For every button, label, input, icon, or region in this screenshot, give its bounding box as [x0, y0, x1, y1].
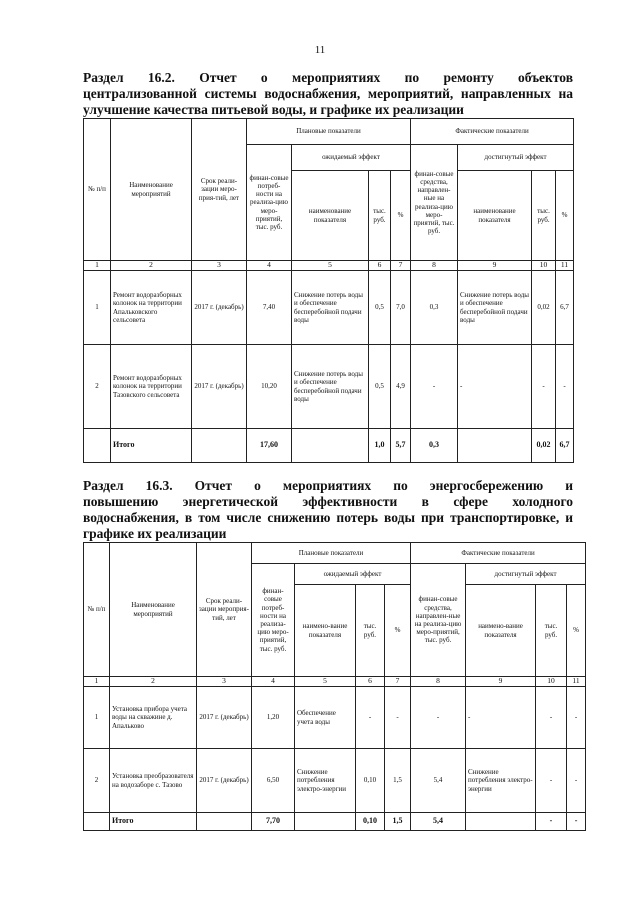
section-16-3-title — [83, 478, 573, 542]
col-number: 4 — [252, 677, 295, 687]
cell-no: 1 — [84, 687, 110, 749]
header-indicator-name-2: наименование показателя — [458, 171, 532, 261]
table-row — [84, 749, 586, 813]
cell-indicator-2: Снижение потребления электро-энергии — [466, 749, 536, 813]
cell-indicator — [295, 813, 356, 831]
cell-tys-rub-2: - — [536, 687, 567, 749]
cell-fin-plan: 7,40 — [247, 271, 292, 345]
total-label: Итого — [110, 813, 197, 831]
col-number: 7 — [391, 261, 411, 271]
header-fin-plan: финан-совые потреб-ности на реализа-цию меро-приятий, тыс. руб. — [247, 145, 292, 261]
table-row — [84, 271, 574, 345]
header-percent-2: % — [556, 171, 574, 261]
total-fin-actual: 5,4 — [411, 813, 466, 831]
col-number: 1 — [84, 677, 110, 687]
cell-indicator-2 — [458, 429, 532, 463]
cell-term: 2017 г. (декабрь) — [197, 687, 252, 749]
title-line: Раздел 16.2. Отчет о мероприятиях по ремонту объектов — [83, 70, 573, 85]
total-row — [84, 813, 586, 831]
header-planned: Плановые показатели — [252, 543, 411, 564]
cell-name: Ремонт водоразборных колонок на территории Апальковского сельсовета — [111, 271, 192, 345]
col-number: 9 — [458, 261, 532, 271]
cell-fin-plan: 1,20 — [252, 687, 295, 749]
section-16-2-title — [83, 70, 573, 118]
cell-indicator-2: - — [466, 687, 536, 749]
cell-tys-rub-2: - — [536, 749, 567, 813]
cell-fin-plan: 6,50 — [252, 749, 295, 813]
col-number: 10 — [532, 261, 556, 271]
cell-name: Ремонт водоразборных колонок на территории Тазовского сельсовета — [111, 345, 192, 429]
cell-no: 2 — [84, 345, 111, 429]
cell-percent: 4,9 — [391, 345, 411, 429]
report-table-16-3 — [83, 542, 586, 831]
col-number: 3 — [192, 261, 247, 271]
cell-tys-rub-2: - — [532, 345, 556, 429]
total-label: Итого — [111, 429, 192, 463]
total-tys-rub: 0,10 — [356, 813, 385, 831]
cell-indicator-2 — [466, 813, 536, 831]
header-term: Срок реали-зации мероприя-тий, лет — [197, 543, 252, 677]
title-line: графике их реализации — [83, 526, 227, 541]
header-name: Наименование мероприятий — [111, 119, 192, 261]
total-tys-rub-2: - — [536, 813, 567, 831]
header-percent: % — [385, 585, 411, 677]
col-number: 8 — [411, 677, 466, 687]
col-number: 3 — [197, 677, 252, 687]
header-expected: ожидаемый эффект — [292, 145, 411, 171]
header-percent-2: % — [567, 585, 586, 677]
header-actual: Фактические показатели — [411, 543, 586, 564]
header-actual: Фактические показатели — [411, 119, 574, 145]
cell-percent-2: - — [556, 345, 574, 429]
cell-indicator: Снижение потерь воды и обеспечение бесперебойной подачи воды — [292, 271, 369, 345]
total-row — [84, 429, 574, 463]
title-line: Раздел 16.3. Отчет о мероприятиях по энергосбережению и — [83, 478, 573, 493]
col-number: 9 — [466, 677, 536, 687]
cell-term — [197, 813, 252, 831]
title-line: водоснабжения, в том числе снижению потерь воды при транспортировке, и — [83, 510, 573, 525]
header-tys-rub: тыс. руб. — [369, 171, 391, 261]
header-indicator-name-2: наимено-вание показателя — [466, 585, 536, 677]
cell-term: 2017 г. (декабрь) — [197, 749, 252, 813]
total-percent-2: - — [567, 813, 586, 831]
col-number: 1 — [84, 261, 111, 271]
cell-indicator: Обеспечение учета воды — [295, 687, 356, 749]
cell-fin-actual: - — [411, 345, 458, 429]
col-number: 11 — [556, 261, 574, 271]
col-number: 2 — [110, 677, 197, 687]
cell-term: 2017 г. (декабрь) — [192, 345, 247, 429]
cell-term: 2017 г. (декабрь) — [192, 271, 247, 345]
total-fin-actual: 0,3 — [411, 429, 458, 463]
cell-name: Установка преобразователя на водозаборе с. Тазово — [110, 749, 197, 813]
header-no: № п/п — [84, 543, 110, 677]
page-number: 11 — [314, 44, 326, 56]
title-line: повышению энергетической эффективности в сфере холодного — [83, 494, 573, 509]
total-percent: 5,7 — [391, 429, 411, 463]
col-number: 2 — [111, 261, 192, 271]
col-number: 10 — [536, 677, 567, 687]
col-number: 5 — [292, 261, 369, 271]
total-fin-plan: 17,60 — [247, 429, 292, 463]
cell-term — [192, 429, 247, 463]
title-line: улучшение качества питьевой воды, и графике их реализации — [83, 102, 464, 117]
total-percent-2: 6,7 — [556, 429, 574, 463]
col-number: 6 — [369, 261, 391, 271]
cell-fin-actual: - — [411, 687, 466, 749]
table-row — [84, 687, 586, 749]
cell-indicator — [292, 429, 369, 463]
header-no: № п/п — [84, 119, 111, 261]
col-number: 5 — [295, 677, 356, 687]
header-planned: Плановые показатели — [247, 119, 411, 145]
cell-fin-actual: 5,4 — [411, 749, 466, 813]
header-achieved: достигнутый эффект — [466, 564, 586, 585]
cell-percent: - — [385, 687, 411, 749]
header-tys-rub: тыс. руб. — [356, 585, 385, 677]
header-fin-actual: финан-совые средства, направлен-ные на реализа-цию меро-приятий, тыс. руб. — [411, 564, 466, 677]
total-percent: 1,5 — [385, 813, 411, 831]
header-expected: ожидаемый эффект — [295, 564, 411, 585]
header-fin-plan: финан-совые потреб-ности на реализа-цию меро-приятий, тыс. руб. — [252, 564, 295, 677]
cell-tys-rub: 0,5 — [369, 345, 391, 429]
cell-tys-rub: 0,5 — [369, 271, 391, 345]
col-number: 8 — [411, 261, 458, 271]
header-indicator-name: наименование показателя — [292, 171, 369, 261]
col-number: 6 — [356, 677, 385, 687]
cell-fin-plan: 10,20 — [247, 345, 292, 429]
col-number: 11 — [567, 677, 586, 687]
header-indicator-name: наимено-вание показателя — [295, 585, 356, 677]
cell-tys-rub: - — [356, 687, 385, 749]
cell-percent: 1,5 — [385, 749, 411, 813]
cell-tys-rub-2: 0,02 — [532, 271, 556, 345]
cell-indicator: Снижение потерь воды и обеспечение бесперебойной подачи воды — [292, 345, 369, 429]
header-name: Наименование мероприятий — [110, 543, 197, 677]
cell-fin-actual: 0,3 — [411, 271, 458, 345]
header-term: Срок реали-зации меро-прия-тий, лет — [192, 119, 247, 261]
header-percent: % — [391, 171, 411, 261]
header-achieved: достигнутый эффект — [458, 145, 574, 171]
header-tys-rub-2: тыс. руб. — [532, 171, 556, 261]
cell-indicator: Снижение потребления электро-энергии — [295, 749, 356, 813]
cell-no: 2 — [84, 749, 110, 813]
cell-name: Установка прибора учета воды на скважине д. Апальково — [110, 687, 197, 749]
total-tys-rub: 1,0 — [369, 429, 391, 463]
cell-no: 1 — [84, 271, 111, 345]
cell-no — [84, 813, 110, 831]
cell-no — [84, 429, 111, 463]
cell-percent-2: - — [567, 687, 586, 749]
cell-tys-rub: 0,10 — [356, 749, 385, 813]
total-fin-plan: 7,70 — [252, 813, 295, 831]
title-line: централизованной системы водоснабжения, мероприятий, направленных на — [83, 86, 573, 101]
header-tys-rub-2: тыс. руб. — [536, 585, 567, 677]
col-number: 4 — [247, 261, 292, 271]
cell-percent-2: - — [567, 749, 586, 813]
table-row — [84, 345, 574, 429]
header-fin-actual: финан-совые средства, направлен-ные на реализа-цию меро-приятий, тыс. руб. — [411, 145, 458, 261]
cell-percent-2: 6,7 — [556, 271, 574, 345]
col-number: 7 — [385, 677, 411, 687]
cell-indicator-2: - — [458, 345, 532, 429]
total-tys-rub-2: 0,02 — [532, 429, 556, 463]
report-table-16-2 — [83, 118, 574, 463]
cell-indicator-2: Снижение потерь воды и обеспечение бесперебойной подачи воды — [458, 271, 532, 345]
cell-percent: 7,0 — [391, 271, 411, 345]
